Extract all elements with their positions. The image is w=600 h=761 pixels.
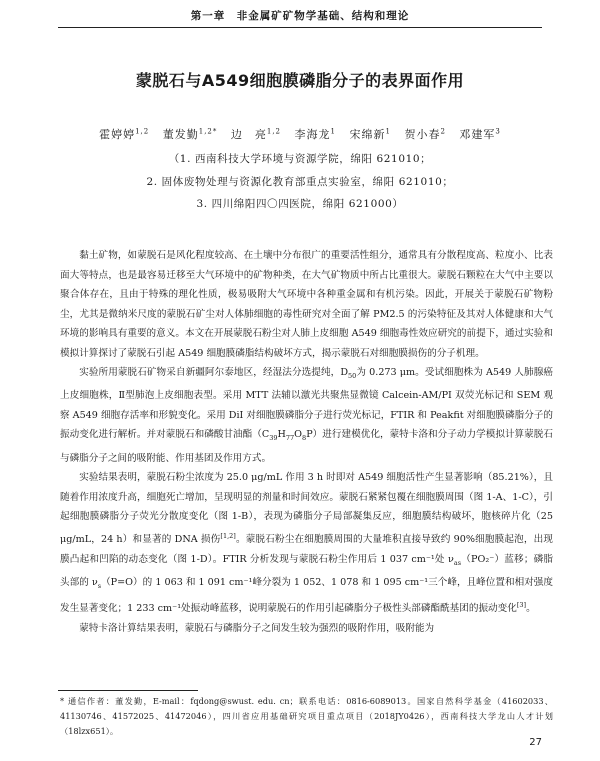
running-header: 第一章 非金属矿矿物学基础、结构和理论 — [190, 10, 410, 22]
author-affiliation-mark: 2 — [440, 127, 446, 136]
author-affiliation-mark: 1,2 — [135, 127, 150, 136]
author: 董发勤 — [162, 128, 199, 141]
affiliation-3: 3. 四川绵阳四〇四医院，绵阳 621000） — [196, 198, 404, 210]
author: 李海龙 — [294, 128, 331, 141]
author-list — [40, 126, 560, 142]
paragraph-intro: 黏土矿物，如蒙脱石是风化程度较高、在土壤中分布很广的重要活性组分，通常具有分散程度高、粒度小、比表面大等特点，也是最容易迁移至大气环境中的矿物种类，在大气矿物质中所占比重很大。蒙脱石颗粒在大气中主要以聚合体存在，且由于特殊的理化性质，极易吸附大气环境中各种重金属和有机污染。因此，开展关于蒙脱石矿物粉尘，尤其是微纳米尺度的蒙脱石矿尘对人体肺细胞的毒性研究对全面了解 PM2.5 的污染特征及其对人体健康和大气环境的影响具有重要的意义。本文在开展蒙脱石粉尘对人肺上皮细胞 A549 细胞毒性效应研究的前提下，通过实验和模拟计算探讨了蒙脱石引起 A549 细胞膜磷脂结构破坏方式，揭示蒙脱石对细胞膜损伤的分子机理。 — [60, 250, 553, 359]
author: 宋绵新 — [349, 128, 386, 141]
citation: [3] — [516, 601, 527, 610]
author-affiliation-mark: 1 — [385, 127, 391, 136]
author-affiliation-mark: 1 — [330, 127, 336, 136]
affiliation-2: 2. 固体废物处理与资源化教育部重点实验室，绵阳 621010； — [146, 176, 454, 188]
author: 边 亮 — [230, 128, 267, 141]
paragraph-methods: 实验所用蒙脱石矿物采自新疆阿尔泰地区，经湿法分选提纯，$D_{50}$为 0.273 μm。受试细胞株为 A549 人肺腺癌上皮细胞株，Ⅱ型肺泡上皮细胞表型。采用 MTT 法辅以激光共聚焦显微镜 Calcein-AM/PI 双荧光标记和 SEM 观察 A549 细胞存活率和形貌变化。采用 DiI 对细胞膜磷脂分子进行荧光标记，FTIR 和 Peakfit 对细胞膜磷脂分子的振动变化进行解析。并对蒙脱石和磷酸甘油酯$(C_{39}H_{77}O_8P)$进行建模优化，蒙特卡洛和分子动力学模拟计算蒙脱石与磷脂分子之间的吸附能、作用基团及作用方式。 — [60, 367, 553, 464]
author: 邓建军 — [459, 128, 496, 141]
footnote: * 通信作者：董发勤，E-mail：fqdong@swust. edu. cn；联系电话：0816-6089013。国家自然科学基金（41602033、41130746、41572025、41472046），四川省应用基础研究项目重点项目（2018JY0426），西南科技大学龙山人才计划（18lzx651）。 — [60, 696, 553, 736]
affiliation-1: （1. 西南科技大学环境与资源学院，绵阳 621010； — [168, 153, 432, 165]
paragraph-simulation: 蒙特卡洛计算结果表明，蒙脱石与磷脂分子之间发生较为强烈的吸附作用，吸附能为 — [79, 623, 435, 634]
author: 霍婷婷 — [99, 128, 136, 141]
paragraph-results: 实验结果表明，蒙脱石粉尘浓度为 25.0 μg/mL 作用 3 h 时即对 A549 细胞活性产生显著影响（85.21%），且随着作用浓度升高，细胞死亡增加，呈现明显的剂量和时间效应。蒙脱石紧紧包覆在细胞膜周围（图 1-A、1-C），引起细胞膜磷脂分子荧光分散度变化（图 1-B），表现为磷脂分子局部凝集反应，细胞膜结构破坏，胞核碎片化（25 μg/mL，24 h）和显著的 DNA 损伤[1,2]。蒙脱石粉尘在细胞膜周围的大量堆积直接导致约 90%细胞膜起泡，出现膜凸起和凹陷的动态变化（图 1-D）。FTIR 分析发现与蒙脱石粉尘作用后 1 037 cm⁻¹处 $\nu_{as}(PO_2^-)$蓝移；磷脂头部的 $\nu_s(P=O)$的 1 063 和 1 091 cm⁻¹峰分裂为 1 052、1 078 和 1 095 cm⁻¹三个峰，且峰位置和相对强度发生显著变化；1 233 cm⁻¹处振动峰蓝移，说明蒙脱石的作用引起磷脂分子极性头部磷酯酰基团的振动变化[3]。 — [60, 472, 554, 615]
page-number: 27 — [529, 737, 542, 748]
author-affiliation-mark: 1,2 — [266, 127, 282, 136]
header-rule — [58, 27, 542, 28]
article-title: 蒙脱石与A549细胞膜磷脂分子的表界面作用 — [135, 71, 465, 90]
citation: [1,2] — [220, 531, 236, 540]
footnote-rule — [58, 690, 198, 691]
body-text — [60, 246, 553, 639]
author-affiliation-mark: 3 — [495, 127, 501, 136]
author-affiliation-mark: 1,2* — [198, 127, 218, 136]
author: 贺小春 — [404, 128, 441, 141]
